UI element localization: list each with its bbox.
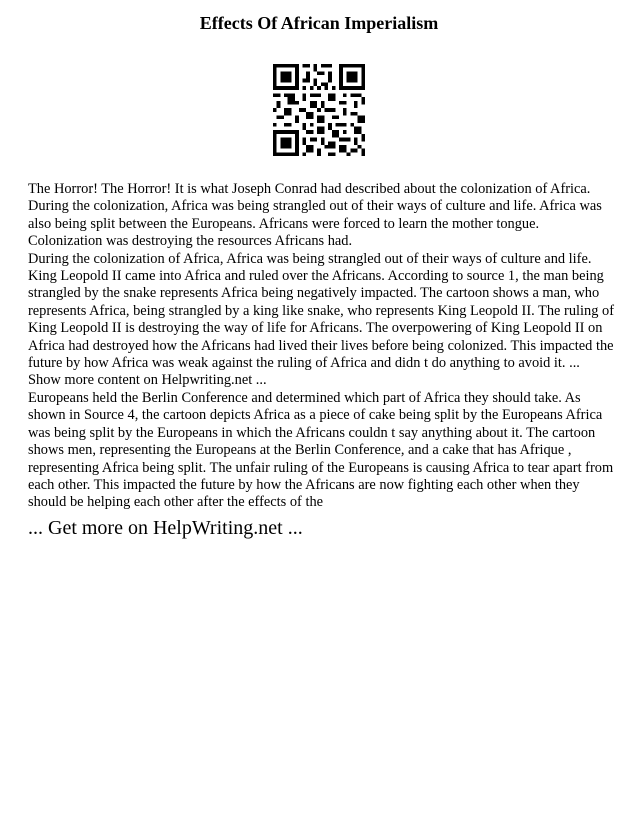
paragraph: During the colonization of Africa, Africa was being strangled out of their ways of culture and life. King Leopold II came into Africa and ruled over the Africans. According to source 1, the man being strangled by the snake represents Africa being negatively impacted. The cartoon shows a man, who represents Africa, being strangled by a king like snake, who represents King Leopold II. The ruling of King Leopold II is destroying the way of life for Africans. The overpowering of King Leopold II on Africa had destroyed how the Africans had lived their lives before being colonized. This impacted the future by how Africa was weak against the ruling of Africa and didn t do anything to avoid it. ... Show more content on Helpwriting.net ... (28, 250, 614, 389)
article-body (28, 181, 614, 512)
qr-code-icon[interactable] (273, 64, 365, 156)
page-title: Effects Of African Imperialism (199, 13, 439, 33)
get-more-link[interactable]: ... Get more on HelpWriting.net ... (28, 517, 303, 539)
paragraph: The Horror! The Horror! It is what Joseph Conrad had described about the colonization of Africa. During the colonization, Africa was being strangled out of their ways of culture and life. Africa was also being split between the Europeans. Africans were forced to learn the mother tongue. Colonization was destroying the resources Africans had. (28, 181, 602, 250)
paragraph: Europeans held the Berlin Conference and determined which part of Africa they should take. As shown in Source 4, the cartoon depicts Africa as a piece of cake being split by the Europeans Africa was being split by the Europeans in which the Africans couldn t say anything about it. The cartoon shows men, representing the Europeans at the Berlin Conference, and a cake that has Afrique , representing Africa being split. The unfair ruling of the Europeans is causing Africa to tear apart from each other. This impacted the future by how the Africans are now fighting each other when they should be helping each other after the effects of the (28, 389, 614, 511)
